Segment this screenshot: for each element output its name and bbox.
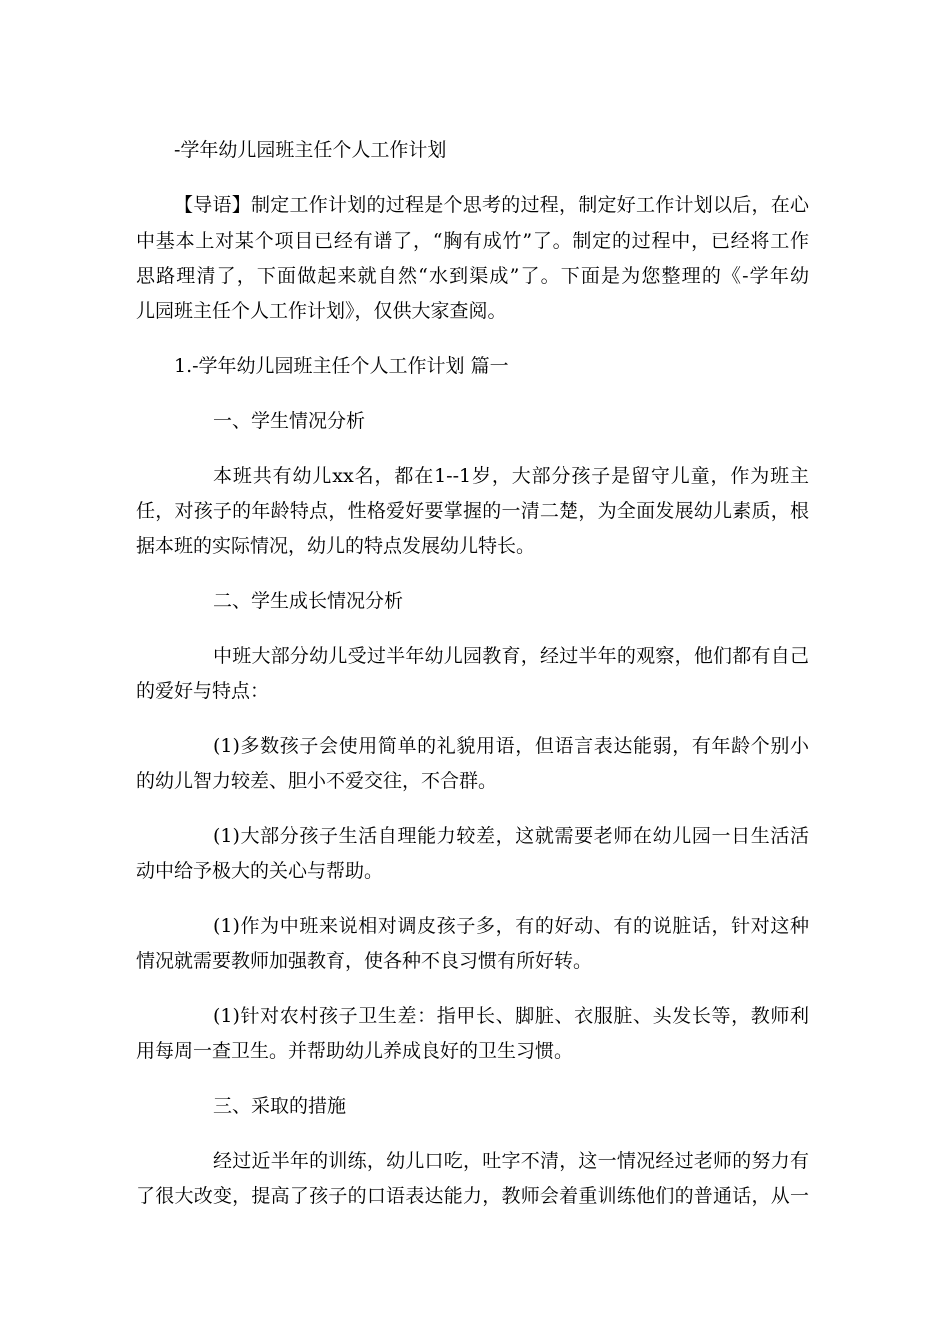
- part1-line-2: 任，对孩子的年龄特点，性格爱好要掌握的一清二楚，为全面发展幼儿素质，根: [136, 500, 809, 522]
- part1-line-1: 本班共有幼儿xx名，都在1--1岁，大部分孩子是留守儿童，作为班主: [213, 465, 809, 487]
- item-2-line-1: (1)大部分孩子生活自理能力较差，这就需要老师在幼儿园一日生活活: [213, 825, 809, 847]
- item-2-line-2: 动中给予极大的关心与帮助。: [136, 860, 384, 882]
- part3-heading: 三、采取的措施: [213, 1095, 347, 1117]
- intro-line-2: 中基本上对某个项目已经有谱了，“胸有成竹”了。制定的过程中，已经将工作: [136, 230, 809, 252]
- part1-line-3: 据本班的实际情况，幼儿的特点发展幼儿特长。: [136, 535, 536, 557]
- document-title: -学年幼儿园班主任个人工作计划: [174, 139, 447, 161]
- part3-line-2: 了很大改变，提高了孩子的口语表达能力，教师会着重训练他们的普通话，从一: [136, 1185, 809, 1207]
- item-1-line-1: (1)多数孩子会使用简单的礼貌用语，但语言表达能弱，有年龄个别小: [213, 735, 809, 757]
- item-1-line-2: 的幼儿智力较差、胆小不爱交往，不合群。: [136, 770, 498, 792]
- part1-heading: 一、学生情况分析: [213, 410, 366, 432]
- item-4-line-2: 用每周一查卫生。并帮助幼儿养成良好的卫生习惯。: [136, 1040, 574, 1062]
- item-3-line-1: (1)作为中班来说相对调皮孩子多，有的好动、有的说脏话，针对这种: [213, 915, 809, 937]
- intro-line-4: 儿园班主任个人工作计划》，仅供大家查阅。: [136, 300, 507, 322]
- part2-line-1: 中班大部分幼儿受过半年幼儿园教育，经过半年的观察，他们都有自己: [213, 645, 809, 667]
- intro-line-1: 【导语】制定工作计划的过程是个思考的过程，制定好工作计划以后，在心: [174, 194, 809, 216]
- part2-line-2: 的爱好与特点：: [136, 680, 270, 702]
- part3-line-1: 经过近半年的训练，幼儿口吃，吐字不清，这一情况经过老师的努力有: [213, 1150, 809, 1172]
- item-3-line-2: 情况就需要教师加强教育，使各种不良习惯有所好转。: [136, 950, 593, 972]
- section-heading: 1.-学年幼儿园班主任个人工作计划 篇一: [174, 355, 509, 377]
- part2-heading: 二、学生成长情况分析: [213, 590, 404, 612]
- intro-line-3: 思路理清了，下面做起来就自然“水到渠成”了。下面是为您整理的《-学年幼: [136, 265, 809, 287]
- item-4-line-1: (1)针对农村孩子卫生差：指甲长、脚脏、衣服脏、头发长等，教师利: [213, 1005, 809, 1027]
